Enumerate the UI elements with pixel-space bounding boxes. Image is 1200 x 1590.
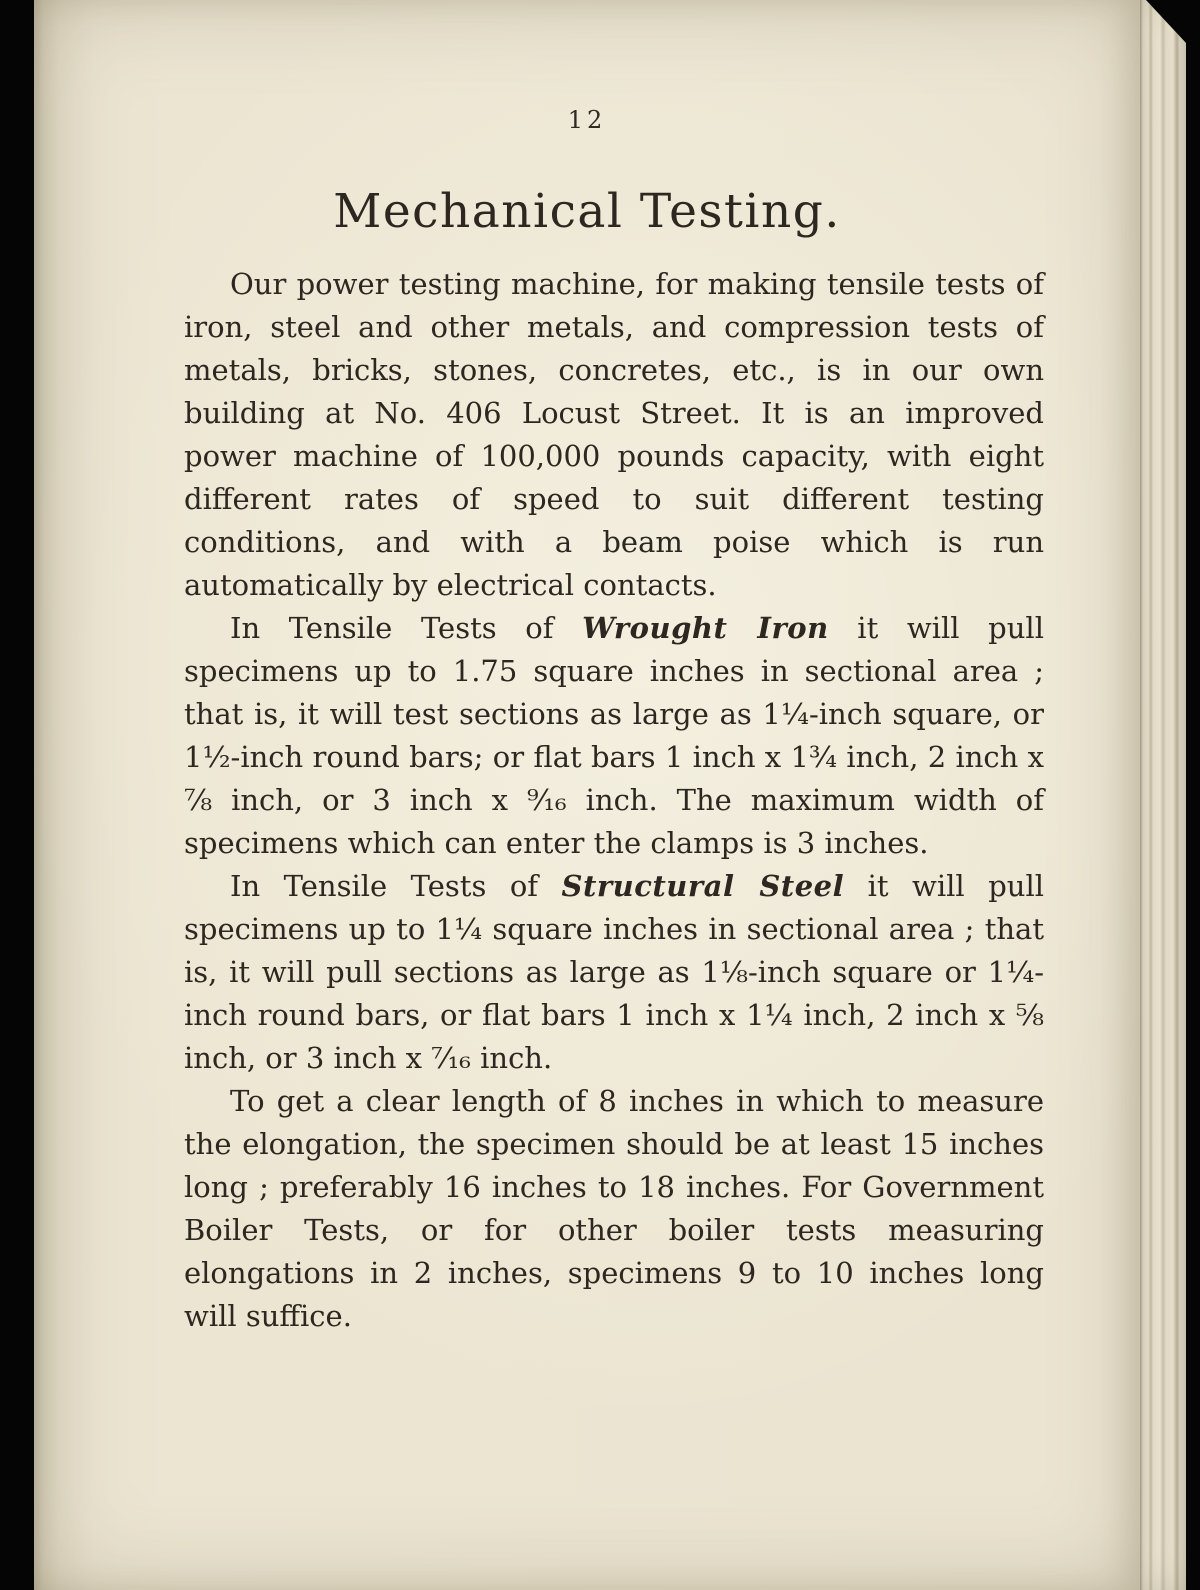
paragraph: [184, 607, 1044, 865]
emphasized-text-run: Structural Steel: [561, 869, 845, 903]
text-run: In Tensile Tests of: [230, 611, 583, 645]
text-run: In Tensile Tests of: [230, 869, 562, 903]
emphasized-text-run: Wrought Iron: [582, 611, 829, 645]
paragraph: [184, 263, 1044, 607]
paragraph: [184, 1080, 1044, 1338]
text-run: To get a clear length of 8 inches in which to measure the elongation, the specimen should be at least 15 inches long ; preferably 16 inches to 18 inches. For Government Boiler Tests, or for other boiler tests measuring elongations in 2 inches, specimens 9 to 10 inches long will suffice.: [184, 1084, 1044, 1333]
text-run: it will pull specimens up to 1¼ square inches in sectional area ; that is, it will pull sections as large as 1⅛-inch square or 1¼-inch round bars, or flat bars 1 inch x 1¼ inch, 2 inch x ⅝ inch, or 3 inch x ⁷⁄₁₆ inch.: [184, 869, 1045, 1075]
page-title: Mechanical Testing.: [333, 184, 841, 239]
book-page-edges: [1140, 0, 1186, 1590]
text-run: Our power testing machine, for making tensile tests of iron, steel and other metals, and compression tests of metals, bricks, stones, concretes, etc., is in our own building at No. 406 Locust Street. It is an improved power machine of 100,000 pounds capacity, with eight different rates of speed to suit different testing conditions, and with a beam poise which is run automatically by electrical contacts.: [184, 267, 1044, 602]
paragraph: [184, 865, 1044, 1080]
page-number: 12: [567, 106, 607, 134]
book-page: [34, 0, 1140, 1590]
text-run: it will pull specimens up to 1.75 square inches in sectional area ; that is, it will test sections as large as 1¼-inch square, or 1½-inch round bars; or flat bars 1 inch x 1¾ inch, 2 inch x ⅞ inch, or 3 inch x ⁹⁄₁₆ inch. The maximum width of specimens which can enter the clamps is 3 inches.: [184, 611, 1044, 860]
page-body: [34, 263, 1140, 1338]
photo-corner-shadow: [1146, 0, 1200, 58]
